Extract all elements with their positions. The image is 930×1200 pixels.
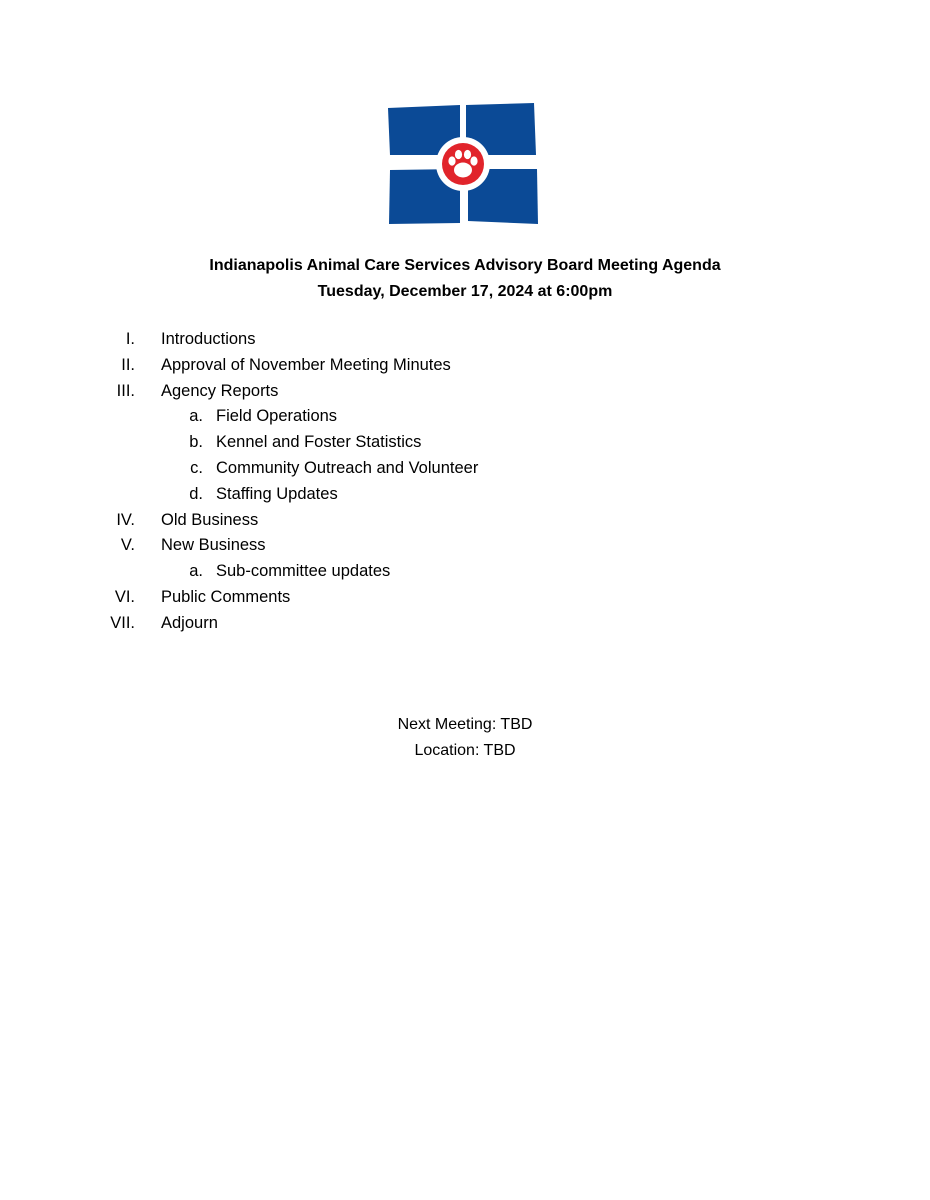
agenda-item-text: Public Comments <box>161 587 291 606</box>
agenda-item <box>0 353 930 379</box>
agenda-subitem-letter: b. <box>189 433 203 452</box>
agenda-subitem-text: Staffing Updates <box>216 484 338 503</box>
agenda-item <box>0 327 930 353</box>
agenda-subitem-letter: c. <box>190 458 203 477</box>
agenda-item <box>0 508 930 534</box>
agenda-item-text: Agency Reports <box>161 381 279 400</box>
next-meeting: Next Meeting: TBD <box>397 716 533 733</box>
agenda-subitem <box>0 456 930 482</box>
agenda-item-text: Introductions <box>161 330 256 348</box>
agenda-title: Indianapolis Animal Care Services Advisory Board Meeting Agenda <box>209 257 721 274</box>
agenda-item-text: Adjourn <box>161 613 218 632</box>
agenda-item <box>0 379 930 405</box>
paw-print-window-logo <box>386 103 540 227</box>
agenda-item <box>0 611 930 637</box>
meeting-location: Location: TBD <box>414 742 516 759</box>
agenda-subitem-letter: a. <box>189 562 203 581</box>
agenda-subitem-text: Sub-committee updates <box>216 562 391 581</box>
agenda-item-text: New Business <box>161 536 266 555</box>
agenda-subitem-letter: a. <box>189 407 203 426</box>
agenda-subitem-letter: d. <box>189 484 203 503</box>
agenda-item-number: IV. <box>116 510 135 529</box>
agenda-item-number: V. <box>120 536 135 555</box>
agenda-item-text: Approval of November Meeting Minutes <box>161 355 451 374</box>
meeting-footer <box>0 712 930 764</box>
agenda-item <box>0 533 930 559</box>
agenda-item-number: VI. <box>114 587 135 606</box>
agenda-subitem-text: Kennel and Foster Statistics <box>216 433 422 452</box>
agenda-subitem-text: Community Outreach and Volunteer <box>216 458 479 477</box>
agenda-item-number: VII. <box>110 613 135 632</box>
agenda-item <box>0 585 930 611</box>
agenda-list <box>0 327 930 637</box>
agenda-subitem <box>0 404 930 430</box>
agenda-subitem <box>0 430 930 456</box>
agenda-subitem <box>0 559 930 585</box>
agenda-item-number: I. <box>125 330 135 348</box>
agenda-item-number: II. <box>121 355 135 374</box>
agenda-subitem <box>0 482 930 508</box>
meeting-date: Tuesday, December 17, 2024 at 6:00pm <box>317 283 613 300</box>
agenda-heading <box>0 253 930 305</box>
agenda-item-number: III. <box>116 381 135 400</box>
agenda-item-text: Old Business <box>161 510 259 529</box>
agenda-subitem-text: Field Operations <box>216 407 338 426</box>
